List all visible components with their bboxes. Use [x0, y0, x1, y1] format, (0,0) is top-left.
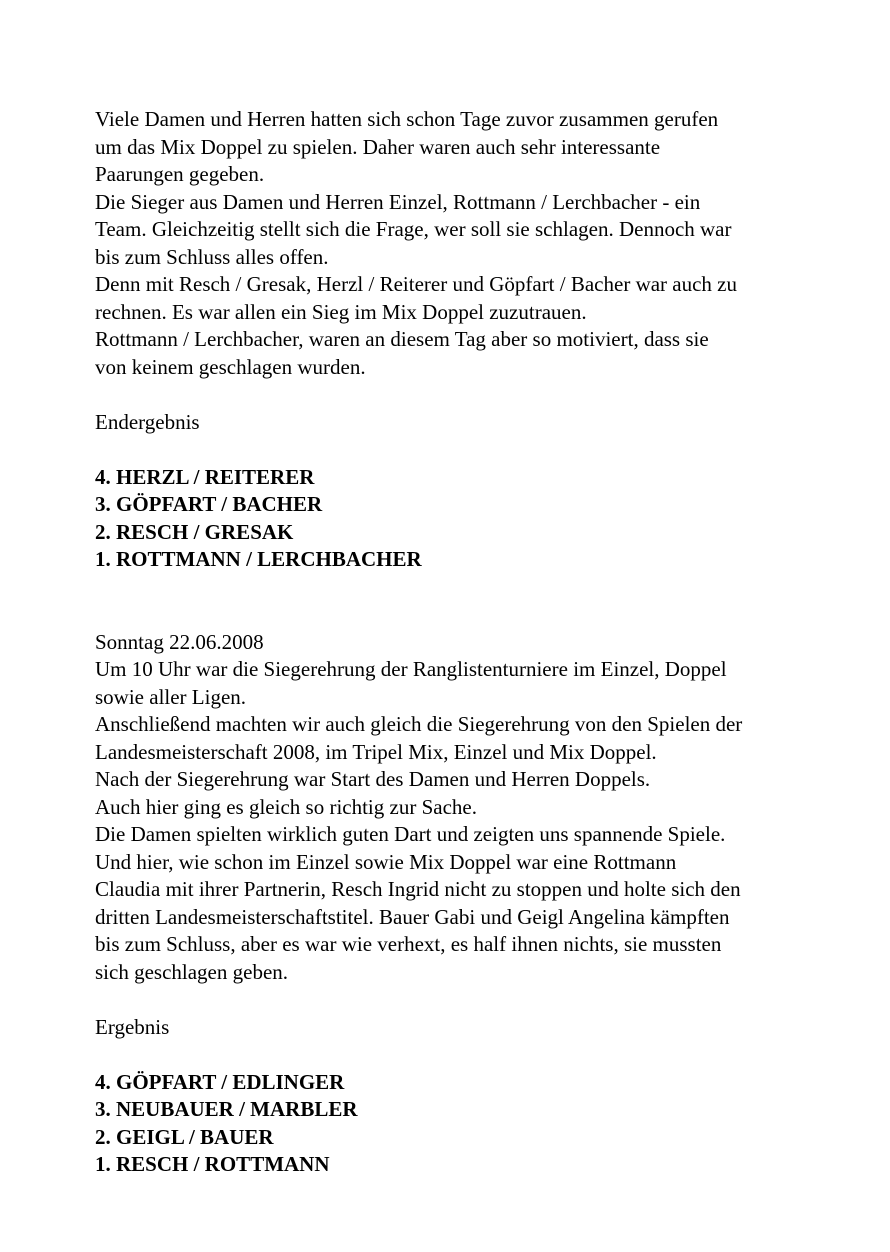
blank-line: [95, 1041, 865, 1069]
paragraph-line: sowie aller Ligen.: [95, 684, 247, 709]
paragraph-line: Claudia mit ihrer Partnerin, Resch Ingrid nicht zu stoppen und holte sich den: [95, 877, 741, 901]
result-item: 3. GÖPFART / BACHER: [95, 492, 323, 516]
body-paragraph: [95, 656, 865, 986]
blank-line: [95, 986, 865, 1014]
paragraph-line: Um 10 Uhr war die Siegerehrung der Ranglistenturniere im Einzel, Doppel: [95, 657, 727, 681]
paragraph-line: Viele Damen und Herren hatten sich schon Tage zuvor zusammen gerufen: [95, 107, 719, 131]
paragraph-line: Nach der Siegerehrung war Start des Damen und Herren Doppels.: [95, 767, 651, 791]
paragraph-line: Anschließend machten wir auch gleich die Siegerehrung von den Spielen der: [95, 712, 743, 736]
result-heading: Ergebnis: [95, 1014, 170, 1039]
paragraph-line: Auch hier ging es gleich so richtig zur Sache.: [95, 794, 477, 819]
paragraph-line: rechnen. Es war allen ein Sieg im Mix Doppel zuzutrauen.: [95, 299, 587, 324]
paragraph-line: bis zum Schluss, aber es war wie verhext, es half ihnen nichts, sie mussten: [95, 932, 722, 956]
result-item: 4. HERZL / REITERER: [95, 464, 315, 489]
paragraph-line: von keinem geschlagen wurden.: [95, 354, 366, 379]
paragraph-line: Denn mit Resch / Gresak, Herzl / Reiterer und Göpfart / Bacher war auch zu: [95, 272, 738, 296]
results-list: [95, 464, 865, 574]
blank-line: [95, 436, 865, 464]
paragraph-line: Rottmann / Lerchbacher, waren an diesem Tag aber so motiviert, dass sie: [95, 327, 709, 351]
blank-line: [95, 381, 865, 409]
result-item: 3. NEUBAUER / MARBLER: [95, 1097, 358, 1121]
paragraph-line: Die Sieger aus Damen und Herren Einzel, Rottmann / Lerchbacher - ein: [95, 189, 701, 214]
result-item: 1. ROTTMANN / LERCHBACHER: [95, 547, 422, 571]
blank-line: [95, 574, 865, 602]
date-line: Sonntag 22.06.2008: [95, 629, 264, 654]
paragraph-line: Paarungen gegeben.: [95, 162, 265, 186]
paragraph-line: Landesmeisterschaft 2008, im Tripel Mix, Einzel und Mix Doppel.: [95, 739, 657, 764]
result-item: 2. RESCH / GRESAK: [95, 519, 294, 544]
paragraph-line: Team. Gleichzeitig stellt sich die Frage, wer soll sie schlagen. Dennoch war: [95, 217, 732, 241]
intro-paragraph: [95, 106, 865, 381]
paragraph-line: um das Mix Doppel zu spielen. Daher waren auch sehr interessante: [95, 134, 661, 159]
result-item: 1. RESCH / ROTTMANN: [95, 1152, 330, 1176]
result-item: 2. GEIGL / BAUER: [95, 1124, 274, 1149]
result-item: 4. GÖPFART / EDLINGER: [95, 1069, 345, 1094]
paragraph-line: bis zum Schluss alles offen.: [95, 244, 329, 269]
results-list: [95, 1069, 865, 1179]
result-heading: Endergebnis: [95, 409, 200, 434]
paragraph-line: sich geschlagen geben.: [95, 959, 289, 984]
paragraph-line: Die Damen spielten wirklich guten Dart und zeigten uns spannende Spiele.: [95, 822, 726, 846]
paragraph-line: Und hier, wie schon im Einzel sowie Mix Doppel war eine Rottmann: [95, 849, 677, 874]
paragraph-line: dritten Landesmeisterschaftstitel. Bauer Gabi und Geigl Angelina kämpften: [95, 904, 730, 929]
document-page: [95, 106, 865, 1179]
blank-line: [95, 601, 865, 629]
